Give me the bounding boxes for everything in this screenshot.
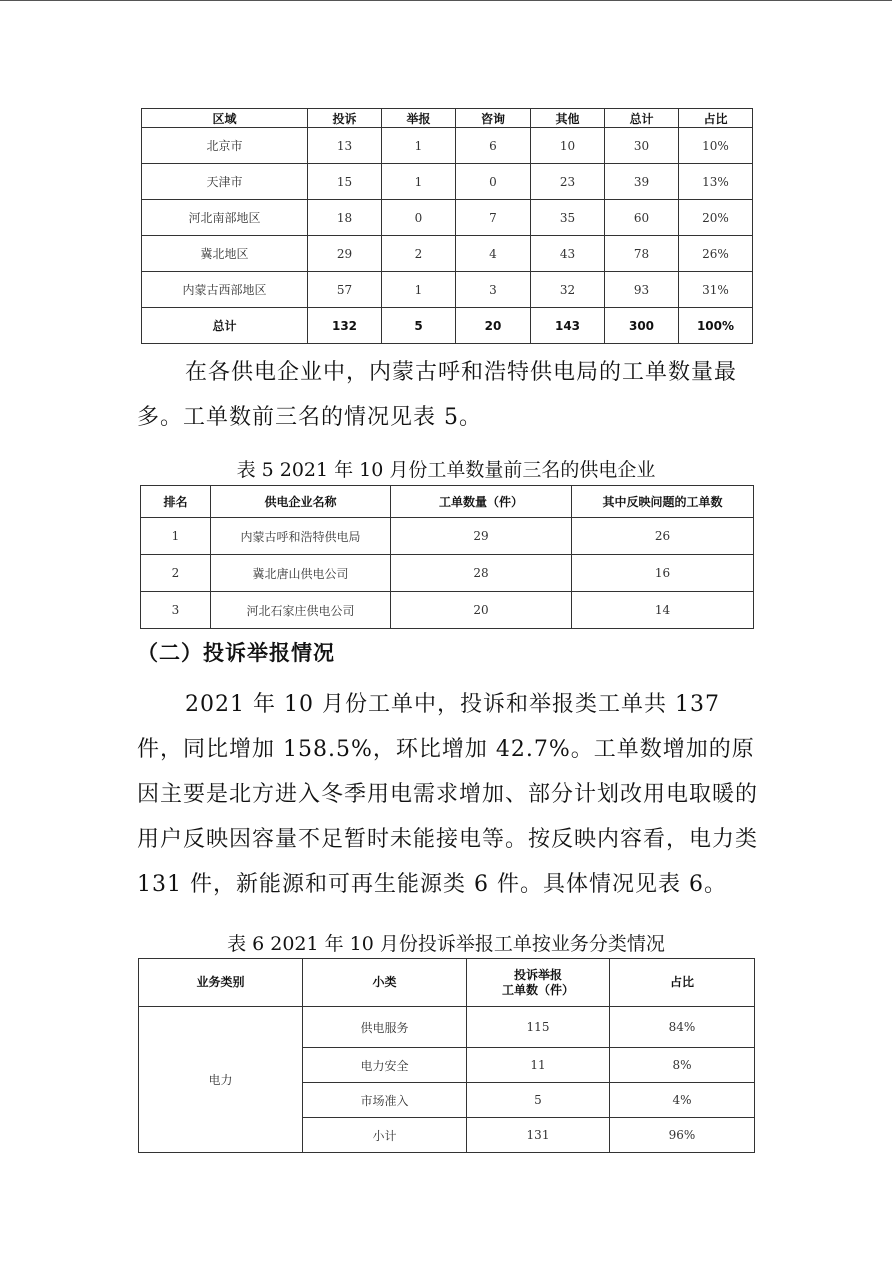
header-report: 举报: [382, 109, 456, 128]
header-region: 区域: [142, 109, 308, 128]
header-category: 业务类别: [139, 959, 303, 1007]
header-problem-count: 其中反映问题的工单数: [572, 486, 754, 518]
cell: 115: [467, 1007, 610, 1048]
header-other: 其他: [531, 109, 605, 128]
table-row: [142, 200, 753, 236]
cell: 20: [391, 592, 572, 629]
cell: 供电服务: [303, 1007, 467, 1048]
cell: 18: [308, 200, 382, 236]
cell: 1: [382, 272, 456, 308]
cell: 总计: [142, 308, 308, 344]
cell: 河北石家庄供电公司: [211, 592, 391, 629]
cell: 8%: [610, 1048, 755, 1083]
cell: 26: [572, 518, 754, 555]
cell: 35: [531, 200, 605, 236]
cell: 冀北地区: [142, 236, 308, 272]
top-enterprise-table: [140, 485, 754, 629]
cell: 39: [605, 164, 679, 200]
table-row: [142, 164, 753, 200]
cell: 内蒙古西部地区: [142, 272, 308, 308]
table-header-row: [139, 959, 755, 1007]
cell: 84%: [610, 1007, 755, 1048]
cell: 1: [382, 164, 456, 200]
cell: 93: [605, 272, 679, 308]
cell: 28: [391, 555, 572, 592]
header-subcategory: 小类: [303, 959, 467, 1007]
cell: 32: [531, 272, 605, 308]
table-row: [141, 592, 754, 629]
cell: 冀北唐山供电公司: [211, 555, 391, 592]
cell: 5: [382, 308, 456, 344]
cell: 河北南部地区: [142, 200, 308, 236]
cell: 20: [456, 308, 531, 344]
header-inquiry: 咨询: [456, 109, 531, 128]
cell: 5: [467, 1083, 610, 1118]
cell: 7: [456, 200, 531, 236]
table5-caption: 表 5 2021 年 10 月份工单数量前三名的供电企业: [236, 459, 656, 481]
table-row: [139, 1007, 755, 1048]
table-row: [141, 555, 754, 592]
header-enterprise: 供电企业名称: [211, 486, 391, 518]
cell: 100%: [679, 308, 753, 344]
table-header-row: [141, 486, 754, 518]
cell: 4: [456, 236, 531, 272]
cell: 3: [141, 592, 211, 629]
section-heading: （二）投诉举报情况: [137, 641, 335, 665]
cell: 78: [605, 236, 679, 272]
header-rank: 排名: [141, 486, 211, 518]
cell: 0: [382, 200, 456, 236]
cell: 1: [382, 128, 456, 164]
cell: 1: [141, 518, 211, 555]
table-row: [142, 272, 753, 308]
cell: 内蒙古呼和浩特供电局: [211, 518, 391, 555]
paragraph-complaints: 2021 年 10 月份工单中，投诉和举报类工单共 137 件，同比增加 158.5%，环比增加 42.7%。工单数增加的原因主要是北方进入冬季用电需求增加、部分计划改用电取暖的用户反映因容量不足暂时未能接电等。按反映内容看，电力类 131 件，新能源和可再生能源类 6 件。具体情况见表 6。: [137, 692, 759, 897]
cell: 96%: [610, 1118, 755, 1153]
cell: 23: [531, 164, 605, 200]
cell: 14: [572, 592, 754, 629]
category-cell: 电力: [139, 1007, 303, 1153]
table6-caption: 表 6 2021 年 10 月份投诉举报工单按业务分类情况: [227, 933, 665, 955]
table-row: [141, 518, 754, 555]
region-ticket-table: [141, 108, 753, 344]
cell: 2: [382, 236, 456, 272]
cell: 小计: [303, 1118, 467, 1153]
cell: 3: [456, 272, 531, 308]
cell: 60: [605, 200, 679, 236]
business-category-table: [138, 958, 755, 1153]
cell: 143: [531, 308, 605, 344]
cell: 天津市: [142, 164, 308, 200]
cell: 132: [308, 308, 382, 344]
cell: 10: [531, 128, 605, 164]
cell: 131: [467, 1118, 610, 1153]
cell: 市场准入: [303, 1083, 467, 1118]
cell: 43: [531, 236, 605, 272]
cell: 电力安全: [303, 1048, 467, 1083]
cell: 29: [391, 518, 572, 555]
header-total: 总计: [605, 109, 679, 128]
cell: 0: [456, 164, 531, 200]
header-share: 占比: [610, 959, 755, 1007]
cell: 16: [572, 555, 754, 592]
cell: 北京市: [142, 128, 308, 164]
cell: 20%: [679, 200, 753, 236]
cell: 11: [467, 1048, 610, 1083]
header-ticket-count-text: 投诉举报 工单数（件）: [501, 967, 574, 997]
cell: 15: [308, 164, 382, 200]
paragraph-top-enterprise: 在各供电企业中，内蒙古呼和浩特供电局的工单数量最多。工单数前三名的情况见表 5。: [137, 360, 738, 430]
cell: 30: [605, 128, 679, 164]
header-share: 占比: [679, 109, 753, 128]
header-complaint: 投诉: [308, 109, 382, 128]
header-ticket-count: [467, 959, 610, 1007]
cell: 2: [141, 555, 211, 592]
cell: 13: [308, 128, 382, 164]
cell: 300: [605, 308, 679, 344]
table-row: [142, 128, 753, 164]
cell: 10%: [679, 128, 753, 164]
table-header-row: [142, 109, 753, 128]
cell: 13%: [679, 164, 753, 200]
table-row: [142, 236, 753, 272]
cell: 4%: [610, 1083, 755, 1118]
table-total-row: [142, 308, 753, 344]
header-ticket-count: 工单数量（件）: [391, 486, 572, 518]
cell: 57: [308, 272, 382, 308]
cell: 31%: [679, 272, 753, 308]
page-top-border: [0, 0, 892, 1]
cell: 6: [456, 128, 531, 164]
cell: 26%: [679, 236, 753, 272]
cell: 29: [308, 236, 382, 272]
